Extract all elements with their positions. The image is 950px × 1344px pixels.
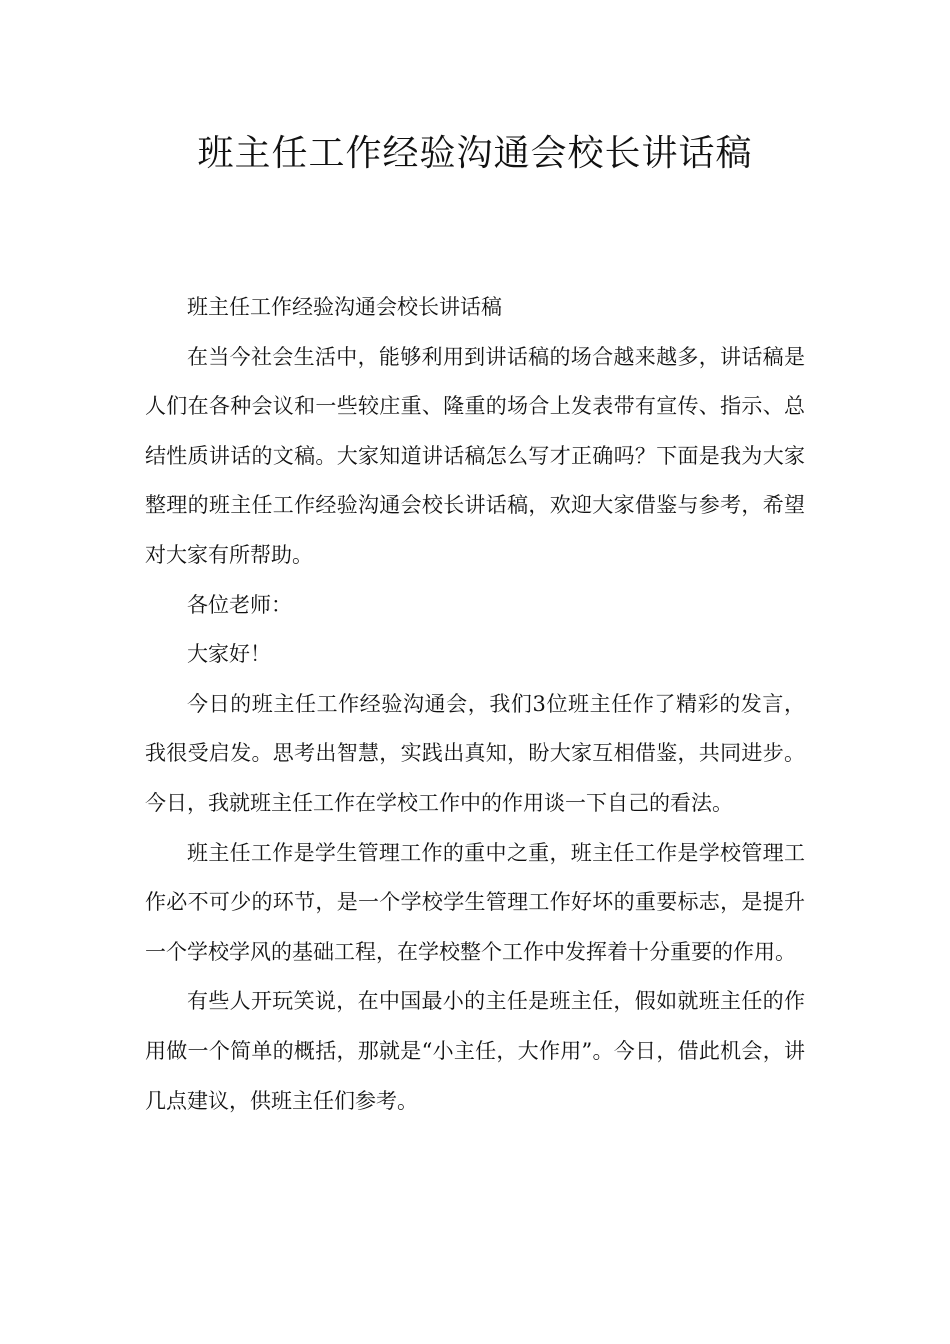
- paragraph-greeting: 大家好！: [187, 642, 271, 667]
- paragraph-intro: 在当今社会生活中，能够利用到讲话稿的场合越来越多，讲话稿是人们在各种会议和一些较庄重、隆重的场合上发表带有宣传、指示、总结性质讲话的文稿。大家知道讲话稿怎么写才正确吗？下面是我为大家整理的班主任工作经验沟通会校长讲话稿，欢迎大家借鉴与参考，希望对大家有所帮助。: [145, 344, 805, 567]
- paragraph-salutation: 各位老师：: [187, 592, 292, 617]
- paragraph-subtitle: 班主任工作经验沟通会校长讲话稿: [187, 295, 502, 319]
- paragraph-role: 有些人开玩笑说，在中国最小的主任是班主任，假如就班主任的作用做一个简单的概括，那就是“小主任，大作用”。今日，借此机会，讲几点建议，供班主任们参考。: [145, 989, 805, 1113]
- paragraph-importance: 班主任工作是学生管理工作的重中之重，班主任工作是学校管理工作必不可少的环节，是一个学校学生管理工作好坏的重要标志，是提升一个学校学风的基础工程，在学校整个工作中发挥着十分重要的作用。: [145, 840, 805, 964]
- document-body: [145, 283, 805, 1126]
- document-title: 班主任工作经验沟通会校长讲话稿: [197, 133, 753, 174]
- paragraph-opening: 今日的班主任工作经验沟通会，我们3位班主任作了精彩的发言，我很受启发。思考出智慧，实践出真知，盼大家互相借鉴，共同进步。今日，我就班主任工作在学校工作中的作用谈一下自己的看法。: [145, 691, 805, 815]
